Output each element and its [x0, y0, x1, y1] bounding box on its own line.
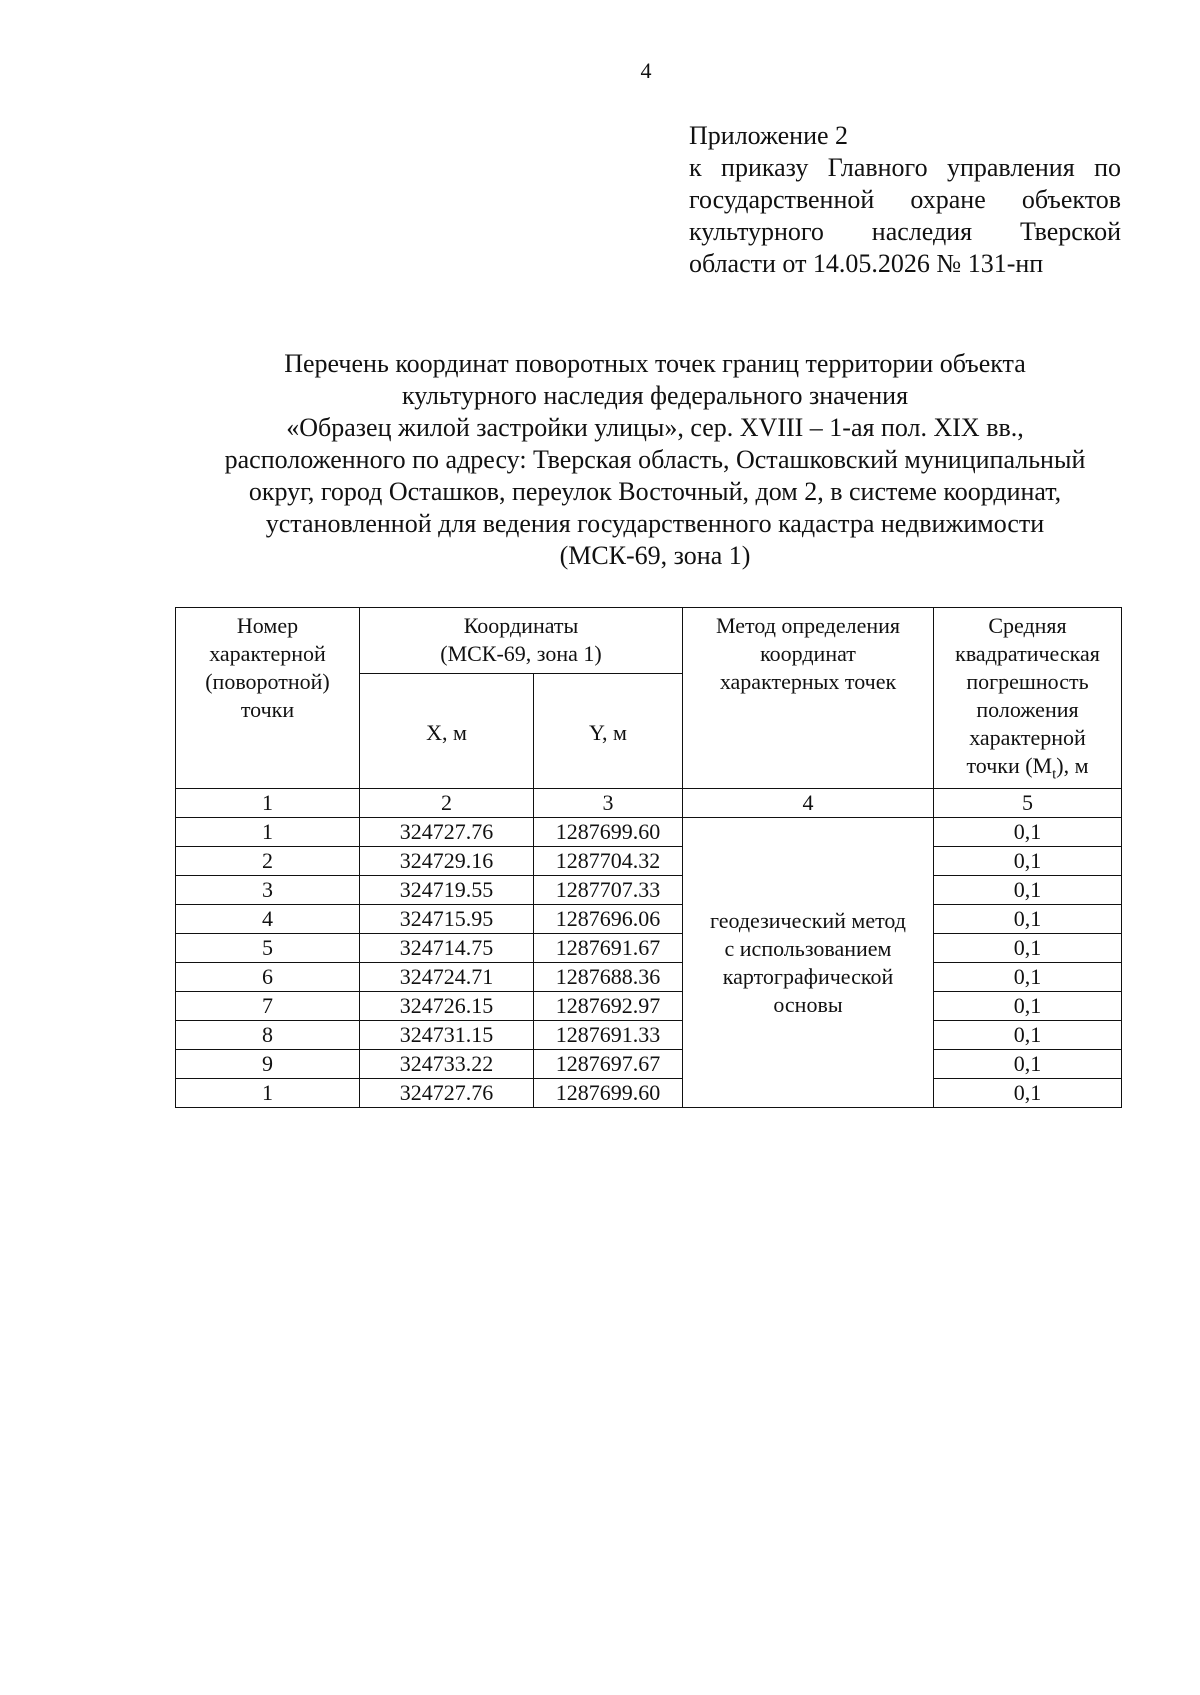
coord-y: 1287688.36	[534, 963, 683, 992]
appendix-line: к приказу Главного управления по	[689, 153, 1121, 182]
coord-y: 1287704.32	[534, 847, 683, 876]
coord-y: 1287699.60	[534, 818, 683, 847]
column-number: 5	[934, 789, 1122, 818]
error-value: 0,1	[934, 1021, 1122, 1050]
appendix-line: культурного наследия Тверской	[689, 217, 1121, 246]
table-row	[176, 818, 1122, 847]
title-line: Перечень координат поворотных точек границ территории объекта	[284, 349, 1026, 378]
coord-y: 1287691.67	[534, 934, 683, 963]
header-text: ), м	[1056, 753, 1089, 778]
method-text: основы	[773, 991, 843, 1017]
header-text: Номер	[236, 613, 299, 638]
table-row	[176, 1050, 1122, 1079]
column-numbering-row	[176, 789, 1122, 818]
header-text: характерной	[209, 641, 326, 666]
method-text: с использованием	[724, 935, 892, 961]
table-row	[176, 905, 1122, 934]
error-value: 0,1	[934, 992, 1122, 1021]
header-text: положения	[976, 697, 1079, 722]
coord-x: 324726.15	[360, 992, 534, 1021]
error-value: 0,1	[934, 1050, 1122, 1079]
header-point-number	[176, 608, 360, 789]
title-line: (МСК-69, зона 1)	[559, 541, 751, 570]
method-cell	[683, 818, 934, 1108]
header-text: точки	[240, 697, 295, 722]
header-text: погрешность	[966, 669, 1089, 694]
coord-y: 1287697.67	[534, 1050, 683, 1079]
column-number: 1	[176, 789, 360, 818]
subscript-text: t	[1052, 766, 1057, 783]
document-title	[160, 348, 1150, 572]
header-text: квадратическая	[955, 641, 1100, 666]
coordinates-table	[175, 607, 1122, 1108]
column-number: 3	[534, 789, 683, 818]
coord-x: 324729.16	[360, 847, 534, 876]
header-method	[683, 608, 934, 789]
appendix-line: области от 14.05.2026 № 131-нп	[689, 249, 1044, 278]
header-mean-square-error	[934, 608, 1122, 789]
header-coordinates	[360, 608, 683, 674]
point-number: 7	[176, 992, 360, 1021]
header-text: характерной	[969, 725, 1086, 750]
header-text: Средняя	[988, 613, 1067, 638]
error-value: 0,1	[934, 818, 1122, 847]
table-row	[176, 1021, 1122, 1050]
column-number: 2	[360, 789, 534, 818]
table-row	[176, 847, 1122, 876]
coord-x: 324715.95	[360, 905, 534, 934]
header-y: Y, м	[534, 673, 683, 789]
appendix-line: Приложение 2	[689, 121, 849, 150]
appendix-line: государственной охране объектов	[689, 185, 1121, 214]
method-text: геодезический метод	[709, 907, 906, 933]
page-number: 4	[640, 58, 652, 83]
coord-y: 1287696.06	[534, 905, 683, 934]
error-value: 0,1	[934, 905, 1122, 934]
coord-x: 324731.15	[360, 1021, 534, 1050]
table-row	[176, 963, 1122, 992]
title-line: округ, город Осташков, переулок Восточный, дом 2, в системе координат,	[248, 477, 1062, 506]
column-number: 4	[683, 789, 934, 818]
point-number: 8	[176, 1021, 360, 1050]
coord-x: 324727.76	[360, 1079, 534, 1108]
header-text: Метод определения	[715, 613, 901, 638]
error-value: 0,1	[934, 876, 1122, 905]
title-line: «Образец жилой застройки улицы», сер. XVIII – 1-ая пол. XIX вв.,	[286, 413, 1024, 442]
header-x: X, м	[360, 673, 534, 789]
coord-y: 1287692.97	[534, 992, 683, 1021]
point-number: 5	[176, 934, 360, 963]
point-number: 1	[176, 1079, 360, 1108]
table-row	[176, 992, 1122, 1021]
coord-x: 324724.71	[360, 963, 534, 992]
header-text: Координаты	[463, 613, 579, 638]
header-text: координат	[760, 641, 856, 666]
coord-x: 324714.75	[360, 934, 534, 963]
point-number: 2	[176, 847, 360, 876]
coord-x: 324727.76	[360, 818, 534, 847]
error-value: 0,1	[934, 1079, 1122, 1108]
header-text: точки (M	[966, 753, 1053, 778]
coord-y: 1287699.60	[534, 1079, 683, 1108]
title-line: расположенного по адресу: Тверская область, Осташковский муниципальный	[224, 445, 1086, 474]
coord-x: 324719.55	[360, 876, 534, 905]
point-number: 3	[176, 876, 360, 905]
error-value: 0,1	[934, 847, 1122, 876]
table-row	[176, 876, 1122, 905]
header-text: (поворотной)	[205, 669, 330, 694]
coord-x: 324733.22	[360, 1050, 534, 1079]
table-row	[176, 934, 1122, 963]
error-value: 0,1	[934, 934, 1122, 963]
header-text	[934, 752, 1121, 788]
appendix-header	[689, 120, 1121, 280]
header-text: (МСК-69, зона 1)	[440, 641, 602, 666]
point-number: 4	[176, 905, 360, 934]
table-row	[176, 1079, 1122, 1108]
point-number: 6	[176, 963, 360, 992]
point-number: 9	[176, 1050, 360, 1079]
title-line: установленной для ведения государственного кадастра недвижимости	[265, 509, 1045, 538]
point-number: 1	[176, 818, 360, 847]
title-line: культурного наследия федерального значения	[401, 381, 909, 410]
method-text: картографической	[722, 963, 894, 989]
header-text: характерных точек	[719, 669, 897, 694]
coord-y: 1287691.33	[534, 1021, 683, 1050]
error-value: 0,1	[934, 963, 1122, 992]
coord-y: 1287707.33	[534, 876, 683, 905]
